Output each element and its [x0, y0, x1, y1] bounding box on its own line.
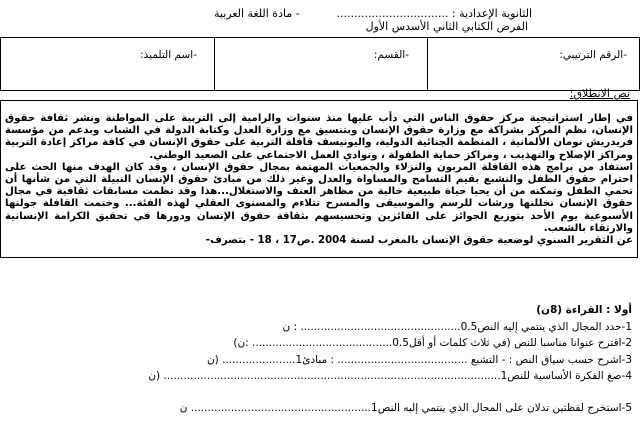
- text-title: نص الانطلاق:: [569, 87, 630, 100]
- text-source: عن التقرير السنوي لوضعية حقوق الإنسان بالمغرب لسنة 2004 .ص17 ، 18 - بتصرف-: [205, 235, 633, 247]
- student-name-label: -اسم التلميذ:: [140, 49, 197, 61]
- text-paragraph-2: استفاد من برامج هذه القافلة المربون والنزلاء والجمعيات المهتمة بمجال حقوق الإنسان ، وقد كان الهدف منها الحث على احترام حقوق الطفل والتشبع بقيم التسامح والمساواة والعدل وغير ذلك من مبادئ حقوق الإنسان النبيلة التي من شأنها أن تحمي الطفل وتمكنه من أن يحيا حياة طبيعية خالية من مظاهر العنف والاستغلال...هذا وقد نظمت مسابقات ثقافية في مجال حقوق الإنسان تخللتها ورشات للرسم والموسيقى والمسرح تتلاءم والمستوى العقلي لهذه الفئة... وختمت القافلة جولتها الأسبوعية يوم الأحد بتوزيع الجوائز على الفائزين وتحسيسهم بثقافة حقوق الإنسان ودورها في تحقيق الكرامة الإنسانية والارتقاء بالشعب.: [5, 161, 633, 234]
- section-label: -القسم:: [373, 49, 409, 61]
- question-1: 1-حدد المجال الذي ينتمي إليه النص0.5................................................ : ن: [282, 321, 632, 333]
- question-4: 4-صغ الفكرة الأساسية للنص1..................................................................................................... (ن: [148, 370, 632, 382]
- exam-title: الفرض الكتابي الثاني الأسدس الأول: [365, 20, 528, 33]
- question-2: 2-اقترح عنوانا مناسبا للنص (في ثلاث كلمات أو أقل0.5.......................................... :ن): [233, 337, 632, 349]
- question-3: 3-اشرح حسب سياق النص : - التشبع ....................................... : مبادئ1...................... (ن: [206, 354, 632, 366]
- rank-label: -الرقم الترتيبي:: [559, 49, 627, 61]
- text-box: [0, 100, 638, 258]
- reading-heading: أولا : القراءة (8ن): [536, 304, 632, 316]
- student-info-table: [0, 37, 640, 91]
- subject-name: - مادة اللغة العربية: [214, 7, 300, 20]
- question-5: 5-استخرج لفظتين تدلان على المجال الذي ينتمي إليه النص1...................................................... ن: [179, 402, 632, 414]
- text-paragraph-1: في إطار استراتيجية مركز حقوق الناس التي دأب عليها منذ سنوات والرامية إلى التربية على المواطنة ونشر ثقافة حقوق الإنسان، نظم المركز بشراكة مع وزارة حقوق الإنسان وبتنسيق مع وزارة العدل وكتابة الدولة في الشباب وبدعم من مؤسسة فريدريش نومان الألمانية ، المنظمة الجنائية الدولية، واليونيسف قافلة التربية على حقوق الإنسان في كافة مراكز إعادة التربية ومراكز الإصلاح والتهذيب ، ومراكز حماية الطفولة ، ونوادي العمل الاجتماعي على الصعيد الوطني.: [5, 113, 633, 161]
- school-name: الثانوية الإعدادية : ................................: [336, 7, 532, 20]
- text-body: [5, 113, 633, 247]
